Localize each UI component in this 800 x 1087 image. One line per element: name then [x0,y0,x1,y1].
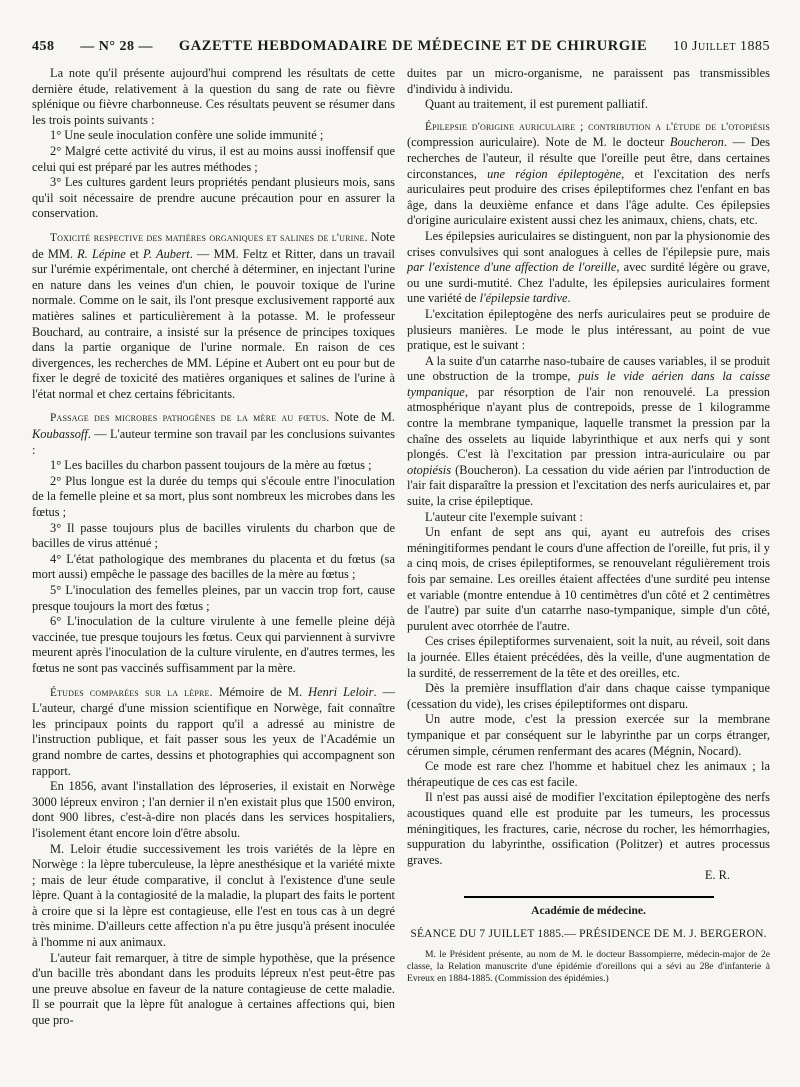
academy-heading: Académie de médecine. [531,904,646,917]
date-day: 10 [673,39,689,54]
section-title: Épilepsie d'origine auriculaire ; contribution a l'étude de l'otopiésis [425,120,770,133]
conclusion-item: 4° L'état pathologique des membranes du placenta et du fœtus (sa mort aussi) empêche le passage des bacilles de la mère au fœtus ; [32,551,395,582]
paragraph: Un enfant de sept ans qui, ayant eu autrefois des crises méningitiformes pendant le cours d'une affection de l'oreille, fut pris, il y a cinq mois, de crises épileptiformes, se renouvelant régulièrement trois fois par semaine. Les oreilles étaient affectées d'une surdité peu intense et variable (montre entendue à 10 centimètres d'un côté et 2 centimètres de l'autre) par suite d'un catarrhe naso-tympanique, simple d'un côté, purulent avec otorrhée de l'autre. [407,525,770,633]
journal-title: GAZETTE HEBDOMADAIRE DE MÉDECINE ET DE CHIRURGIE [178,38,648,54]
paragraph: 1° Une seule inoculation confère une solide immunité ; [50,128,324,143]
paragraph: A la suite d'un catarrhe naso-tubaire de causes variables, il se produit une obstruction de la trompe, puis le vide aérien dans la caisse tympanique, par résorption de l'air non renouvelé. La pression atmosphérique n'ayant plus de contrepoids, presse de 1 kilogramme contre la membrane tympanique, laquelle transmet la pression par la chaîne des osselets au liquide labyrinthique et aux nerfs qui y sont plongés. C'est là l'excitation par pression intra-auriculaire ou par otopiésis (Boucheron). La cessation du vide aérien par l'introduction de l'air fait disparaître la pression et l'excitation des nerfs auriculaires et, par suite, la crise épileptique. [407,353,770,509]
paragraph: Les épilepsies auriculaires se distinguent, non par la physionomie des crises convulsives qui sont analogues à celles de l'épilepsie pure, mais par l'existence d'une affection de l'oreille, avec surdité légère ou grave, ou une surdi-mutité. Chez l'adulte, les épilepsies auriculaires forment une variété de l'épilepsie tardive. [407,228,770,306]
conclusion-item: 2° Plus longue est la durée du temps qui s'écoule entre l'inoculation de la femelle pleine et sa mort, plus sont nombreux les microbes dans les fœtus ; [32,473,395,520]
author-name: Boucheron [669,135,724,150]
paragraph: M. Leloir étudie successivement les trois variétés de la lèpre en Norwège : la lèpre tuberculeuse, la lèpre anesthésique et la variété mixte ; mais de leur étude comparative, il conclut à l'existence d'une seule lèpre. Quant à la contagiosité de la maladie, la plupart des faits le portent à croire que si la lèpre est contagieuse, elle l'est en tous cas à un degré très minime. D'ailleurs cette affection n'a pu être jusqu'à présent inoculée à l'homme ni aux animaux. [32,841,395,950]
signature: E. R. [704,868,730,883]
seance-heading: SÉANCE DU 7 JUILLET 1885.— PRÉSIDENCE DE M. J. BERGERON. [410,928,767,941]
section-title: Passage des microbes pathogènes de la mère au fœtus. [50,412,330,425]
section-divider [464,896,714,898]
section-toxicite: Toxicité respective des matières organiques et salines de l'urine. Note de MM. R. Lépine et P. Aubert. — MM. Feltz et Ritter, dans un travail sur l'urémie expérimentale, ont cherché à déterminer, en injectant l'urine en nature dans les veines d'un chien, le pouvoir toxique de l'urine normale. Comme on le sait, ils l'ont presque exclusivement rapporté aux matières salines et particulièrement à la potasse. M. le professeur Bouchard, au contraire, a insisté sur la présence de principes toxiques dans la partie organique de l'urine normale. En raison de ces divergences, les recherches de MM. Lépine et Aubert ont eu pour but de fixer le degré de toxicité des matières organiques et salines de l'urine à l'état normal et chez certains fébricitants. [32,229,395,401]
paragraph: Quant au traitement, il est purement palliatif. [425,97,648,112]
author-name: R. Lépine [77,246,126,261]
issue-number: — N° 28 — [80,39,154,54]
two-column-body [32,66,770,1029]
page-number: 458 [32,39,55,54]
paragraph: Un autre mode, c'est la pression exercée sur la membrane tympanique et par conséquent sur le labyrinthe par un corps étranger, cérumen simple, cérumen renfermant des acares (Mégnin, Nocard). [407,712,770,758]
date-month: Juillet [692,39,736,54]
issue-date [673,39,770,55]
right-column [407,66,770,1029]
section-epilepsie: Épilepsie d'origine auriculaire ; contribution a l'étude de l'otopiésis (compression auriculaire). Note de M. le docteur Boucheron. — Des recherches de l'auteur, il résulte que l'oreille peut être, dans certaines circonstances, une région épileptogène, et l'excitation des nerfs auriculaires peut produire des crises épileptiformes chez l'enfant en bas âge, dans la deuxième enfance et dans l'âge adulte. Ces épilepsies d'origine auriculaire existent aussi chez les animaux, chiens, chats, etc. [407,120,770,228]
session-note: M. le Président présente, au nom de M. le docteur Bassompierre, médecin-major de 2e classe, la Relation manuscrite d'une épidémie d'oreillons qui a sévi au 28e d'infanterie à Evreux en 1884-1885. (Commission des épidémies.) [407,949,770,985]
paragraph: Ce mode est rare chez l'homme et habituel chez les animaux ; la thérapeutique de ces cas est facile. [407,759,770,789]
section-passage-microbes: Passage des microbes pathogènes de la mère au fœtus. Note de M. Koubassoff. — L'auteur termine son travail par les conclusions suivantes : [32,410,395,457]
running-header [32,0,770,72]
author-name: Henri Leloir [308,684,374,699]
left-column [32,66,395,1029]
paragraph: 3° Les cultures gardent leurs propriétés pendant plusieurs mois, sans qu'il soit nécessaire de prendre aucune précaution pour en assurer la conservation. [32,175,395,221]
paragraph: 2° Malgré cette activité du virus, il est au moins aussi inoffensif que celui qui est préparé par les autres méthodes ; [32,143,395,174]
date-year: 1885 [739,39,770,54]
paragraph: Dès la première insufflation d'air dans chaque caisse tympanique (cessation du vide), les crises épileptiformes ont disparu. [407,681,770,711]
author-name: Koubassoff [32,427,88,442]
paragraph: duites par un micro-organisme, ne paraissent pas transmissibles d'individu à individu. [407,66,770,96]
paragraph: En 1856, avant l'installation des léproseries, il existait en Norwège 3000 lépreux environ ; l'an dernier il n'en existait plus que 1500 environ, dont 900 libres, c'est-à-dire non placés dans les services hospitaliers, l'isolement étant encore loin d'être absolu. [32,779,395,840]
conclusion-item: 6° L'inoculation de la culture virulente à une femelle pleine déjà vaccinée, tue presque toujours les fœtus. Ceux qui parviennent à survivre meurent après l'inoculation de la culture virulente, en d'autres termes, les fœtus ne sont pas vaccinés suffisamment par la mère. [32,614,395,675]
paragraph: L'auteur cite l'exemple suivant : [425,509,583,524]
section-title: Études comparées sur la lèpre. [50,686,213,699]
conclusion-item: 5° L'inoculation des femelles pleines, par un vaccin trop fort, cause presque toujours la mort des fœtus ; [32,583,395,613]
conclusion-item: 1° Les bacilles du charbon passent toujours de la mère au fœtus ; [50,458,372,473]
paragraph: L'excitation épileptogène des nerfs auriculaires peut se produire de plusieurs manières. Le mode le plus intéressant, au point de vue pratique, est le suivant : [407,306,770,353]
section-title: Toxicité respective des matières organiques et salines de l'urine. [50,231,368,244]
paragraph: La note qu'il présente aujourd'hui comprend les résultats de cette dernière étude, relativement à la question du sang de rate ou fièvre splénique ou fièvre charbonneuse. Ces résultats peuvent se résumer dans les trois points suivants : [32,66,395,127]
author-name: P. Aubert [143,246,190,261]
paragraph: L'auteur fait remarquer, à titre de simple hypothèse, que la présence d'un bacille très abondant dans les produits lépreux n'est peut-être pas une preuve absolue en faveur de la nature contagieuse de cette maladie. Il se pourrait que la lèpre fût analogue à certaines affections qui, bien que pro- [32,950,395,1028]
section-lepre: Études comparées sur la lèpre. Mémoire de M. Henri Leloir. — L'auteur, chargé d'une mission scientifique en Norwège, fait connaître les principaux points du rapport qu'il a adressé au ministre de l'instruction publique, et fait passer sous les yeux de l'Académie un grand nombre de cartes, dessins et photographies qui accompagnent son rapport. [32,684,395,778]
conclusion-item: 3° Il passe toujours plus de bacilles virulents du charbon que de bacilles de virus atténué ; [32,520,395,551]
paragraph: Il n'est pas aussi aisé de modifier l'excitation épileptogène des nerfs acoustiques quand elle est produite par les tumeurs, les processus méningitiques, les fractures, carie, nécrose du rocher, les hémorrhagies, suppuration du labyrinthe, ossification (Politzer) et autres processus graves. [407,790,770,867]
paragraph: Ces crises épileptiformes survenaient, soit la nuit, au réveil, soit dans la journée. Elles étaient précédées, dès la veille, d'une augmentation de la surdité, de resserrement de la tête et des oreilles, etc. [407,634,770,680]
